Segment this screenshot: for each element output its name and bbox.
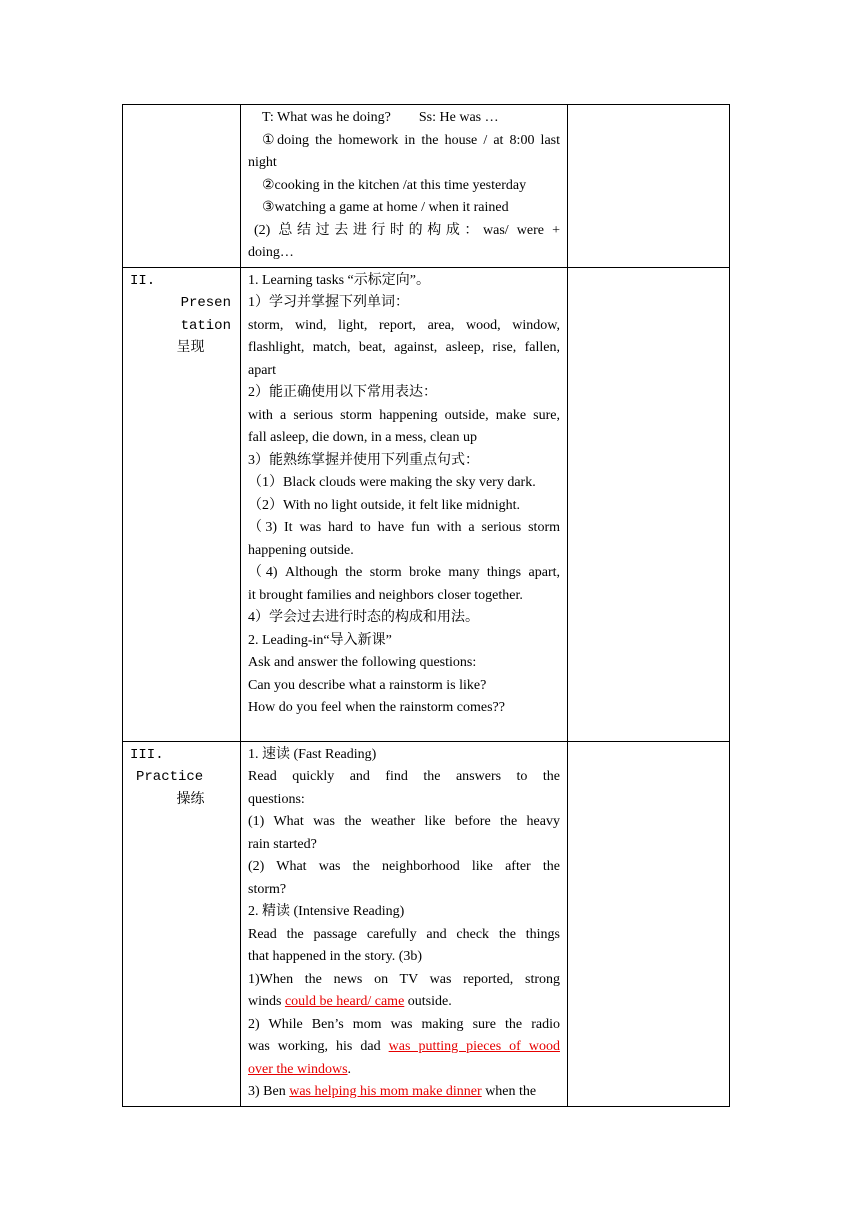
text-run: when the <box>481 1084 537 1099</box>
answer-highlight: could be heard/ came <box>284 994 405 1009</box>
content-line: （2）With no light outside, it felt like midnight. <box>248 497 521 513</box>
content-line: Read the passage carefully and check the things <box>248 926 560 942</box>
content-line: ①doing the homework in the house / at 8:00 last <box>262 132 560 148</box>
stage-name-en: Practice <box>136 769 204 785</box>
content-line: apart <box>248 362 276 378</box>
notes-cell <box>568 741 730 1106</box>
stage-name-cn: 操练 <box>176 791 205 807</box>
content-line: Read quickly and find the answers to the <box>248 769 560 784</box>
content-line: 4）学会过去进行时态的构成和用法。 <box>248 610 479 625</box>
text-run: . <box>347 1061 352 1077</box>
content-line: 2) While Ben’s mom was making sure the radio <box>248 1016 560 1032</box>
content-line <box>248 991 560 1014</box>
content-line: ③watching a game at home / when it rained <box>262 200 509 215</box>
stage-name-en: Presen <box>180 295 231 311</box>
stage-label-cell <box>123 267 241 741</box>
content-line: 1. 速读 (Fast Reading) <box>248 746 377 762</box>
content-line: ②cooking in the kitchen /at this time yesterday <box>262 177 527 193</box>
text-run: winds <box>248 994 285 1009</box>
content-line: (1) What was the weather like before the heavy <box>248 814 560 829</box>
dialogue-line: T: What was he doing? Ss: He was … <box>262 110 499 125</box>
content-line: （4) Although the storm broke many things apart, <box>248 565 560 580</box>
content-line: fall asleep, die down, in a mess, clean up <box>248 430 477 445</box>
content-line: Ask and answer the following questions: <box>248 655 477 670</box>
stage-label-cell <box>123 741 241 1106</box>
stage-number: III. <box>130 746 164 763</box>
content-line: 1）学习并掌握下列单词： <box>248 295 409 310</box>
content-cell <box>241 105 568 268</box>
stage-heading <box>130 744 233 789</box>
content-line: (2) 总结过去进行时的构成：was/ were + <box>254 222 560 238</box>
content-line: How do you feel when the rainstorm comes?? <box>248 700 505 715</box>
content-line: storm? <box>248 881 287 897</box>
content-line <box>248 1081 560 1104</box>
answer-highlight: was helping his mom make dinner <box>289 1084 482 1099</box>
lesson-plan-table <box>122 104 730 1107</box>
content-line: 3）能熟练掌握并使用下列重点句式： <box>248 452 479 468</box>
content-line: （1）Black clouds were making the sky very dark. <box>248 475 536 490</box>
content-line: that happened in the story. (3b) <box>248 949 423 964</box>
table-row <box>123 105 730 268</box>
content-line: Can you describe what a rainstorm is like? <box>248 677 487 693</box>
content-line: questions: <box>248 791 305 807</box>
content-line: 2. 精读 (Intensive Reading) <box>248 904 405 919</box>
content-line: doing… <box>248 245 294 260</box>
content-cell <box>241 741 568 1106</box>
content-line: it brought families and neighbors closer together. <box>248 587 523 603</box>
content-line: happening outside. <box>248 542 354 558</box>
table-row <box>123 741 730 1106</box>
stage-number: II. <box>130 272 156 289</box>
text-run: was working, his dad <box>248 1039 389 1054</box>
content-line: with a serious storm happening outside, make sure, <box>248 407 560 423</box>
content-line: 1)When the news on TV was reported, strong <box>248 971 560 987</box>
stage-name-en: tation <box>180 317 231 334</box>
content-line <box>248 1036 560 1059</box>
notes-cell <box>568 105 730 268</box>
text-run: outside. <box>404 994 452 1009</box>
answer-highlight: over the windows <box>248 1061 348 1077</box>
content-line: night <box>248 155 277 170</box>
content-line <box>248 1059 560 1082</box>
content-line: 2. Leading-in“导入新课” <box>248 632 392 648</box>
stage-name-cn: 呈现 <box>176 340 205 355</box>
content-line: （3) It was hard to have fun with a serious storm <box>248 520 560 535</box>
content-line: 1. Learning tasks “示标定向”。 <box>248 272 430 288</box>
content-line: rain started? <box>248 836 317 852</box>
content-cell <box>241 267 568 741</box>
content-line: storm, wind, light, report, area, wood, window, <box>248 317 560 333</box>
content-line: flashlight, match, beat, against, asleep, rise, fallen, <box>248 340 560 355</box>
content-line: (2) What was the neighborhood like after the <box>248 859 560 874</box>
table-row <box>123 267 730 741</box>
stage-label-cell <box>123 105 241 268</box>
text-run: 3) Ben <box>248 1084 290 1099</box>
notes-cell <box>568 267 730 741</box>
content-line: 2）能正确使用以下常用表达： <box>248 385 437 400</box>
answer-highlight: was putting pieces of wood <box>388 1039 560 1054</box>
